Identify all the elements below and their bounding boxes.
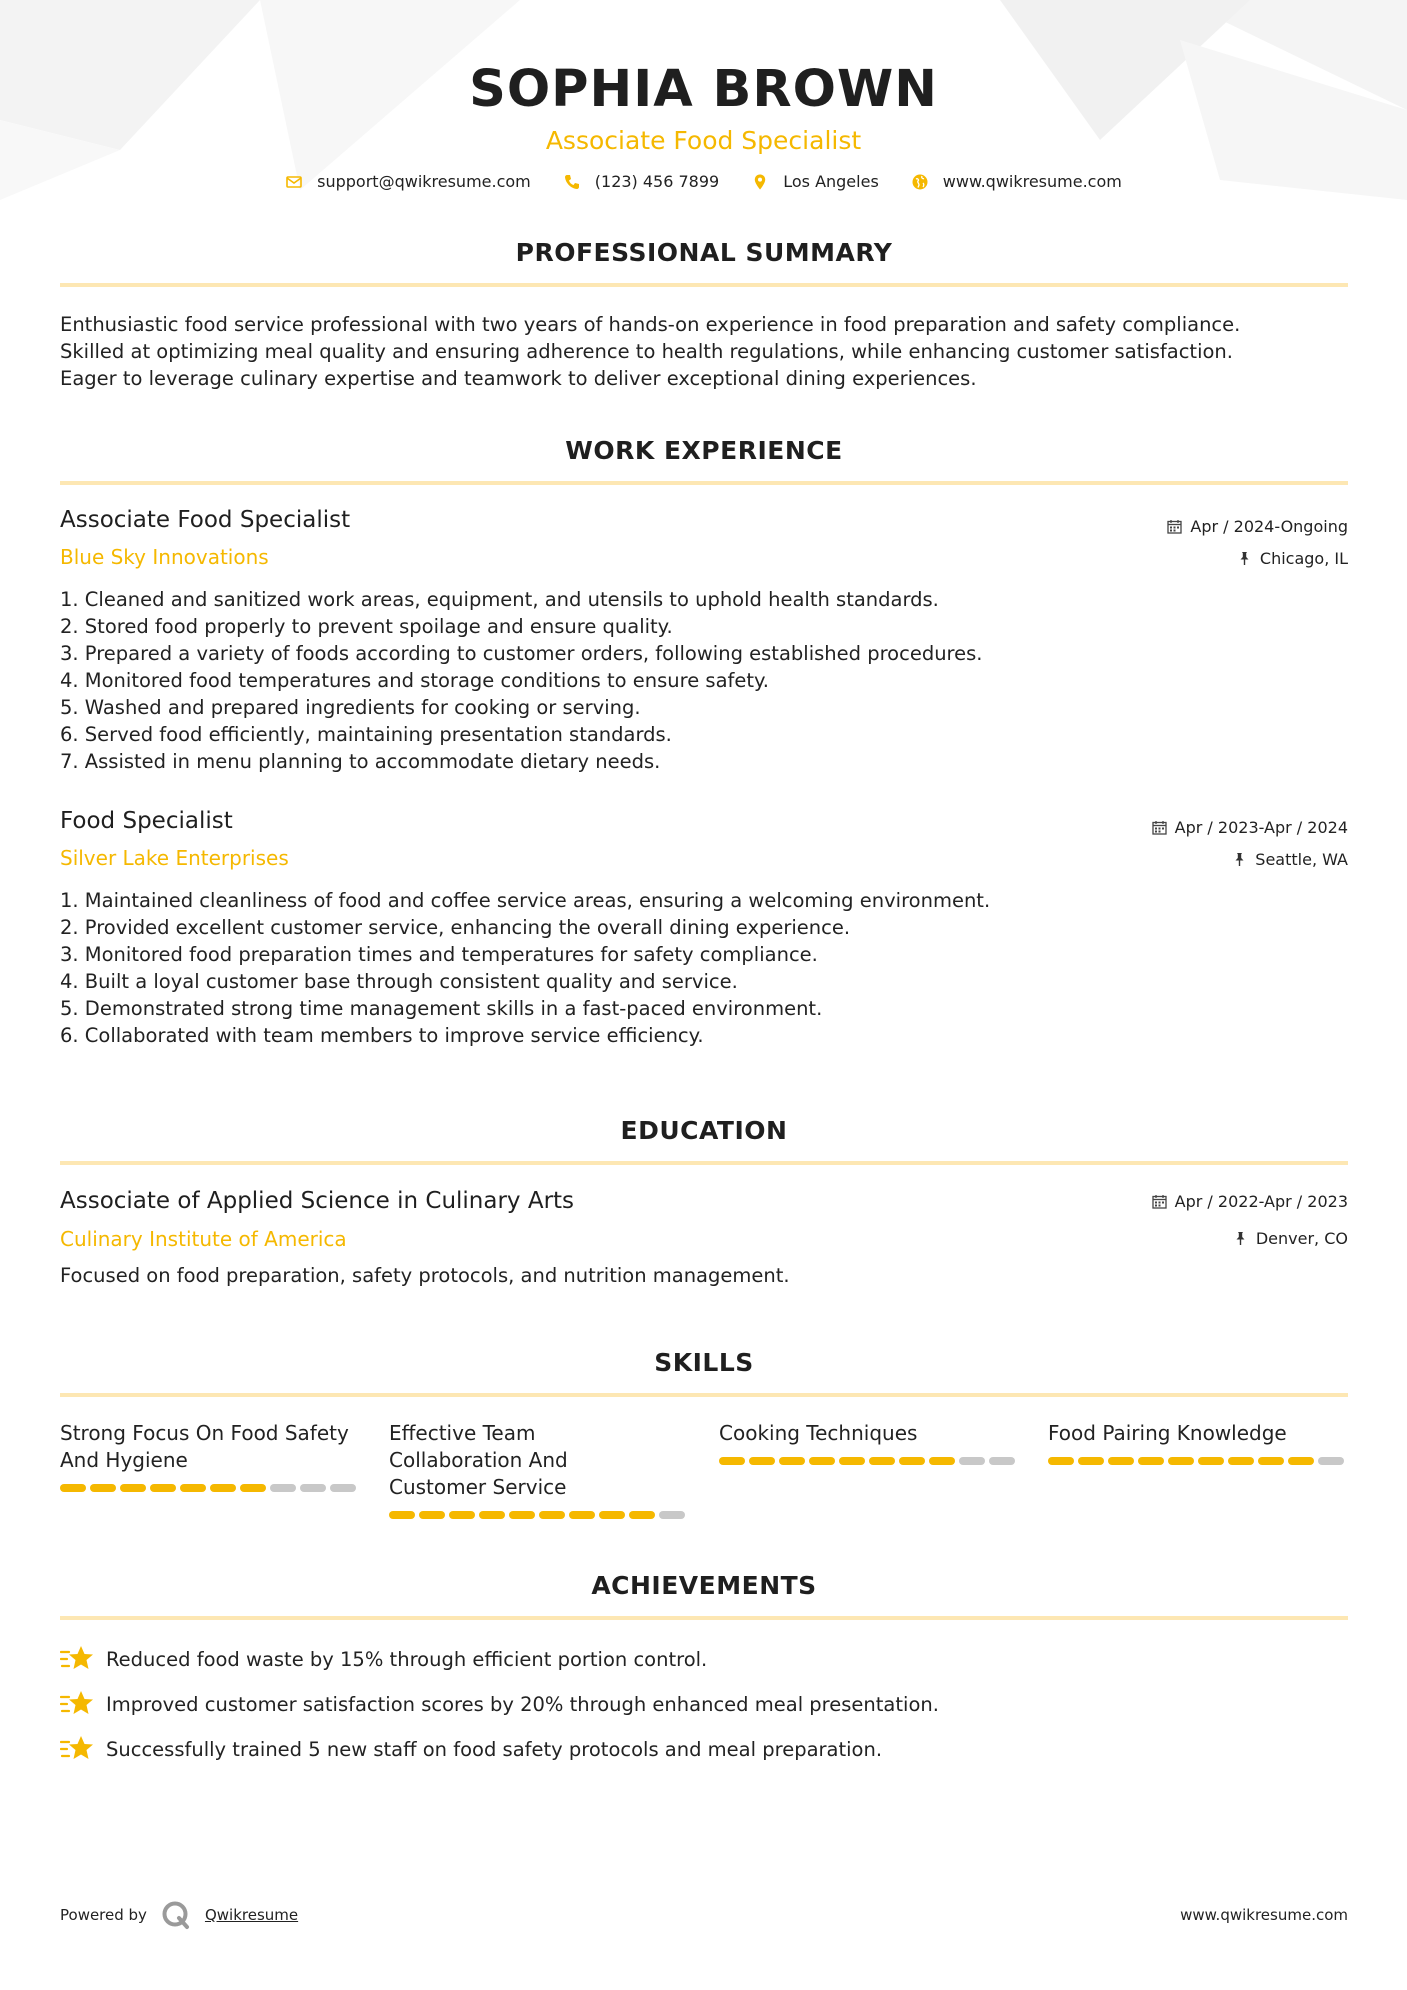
skills-heading: SKILLS [654,1348,754,1377]
pushpin-icon [1232,852,1247,867]
job-dates-text: Apr / 2024-Ongoing [1190,517,1348,536]
star-icon [60,1644,94,1674]
job-location [1232,850,1348,869]
skill-rating-segment [449,1511,475,1519]
list-item: 7. Assisted in menu planning to accommodate dietary needs. [60,750,661,773]
skill-rating-segment [1258,1457,1284,1465]
list-item: 2. Stored food properly to prevent spoilage and ensure quality. [60,615,673,638]
summary-line: Eager to leverage culinary expertise and teamwork to deliver exceptional dining experiences. [60,367,977,390]
skill-rating-segment [1228,1457,1254,1465]
achievement-item [60,1644,707,1674]
skill-rating-segment [240,1484,266,1492]
skill-rating-segment [180,1484,206,1492]
education-dates-text: Apr / 2022-Apr / 2023 [1174,1192,1348,1211]
skill-rating-segment [539,1511,565,1519]
skill-rating-segment [1048,1457,1074,1465]
job-location-text: Chicago, IL [1259,549,1348,568]
skill-label: Strong Focus On Food Safety [60,1421,349,1445]
achievement-text: Successfully trained 5 new staff on food safety protocols and meal preparation. [106,1737,883,1761]
phone-icon [563,173,581,191]
pushpin-icon [1233,1231,1248,1246]
contact-email[interactable] [285,172,531,191]
skill-rating-segment [629,1511,655,1519]
education-location-text: Denver, CO [1255,1229,1348,1248]
list-item: 5. Demonstrated strong time management skills in a fast-paced environment. [60,997,823,1020]
skill-rating-segment [959,1457,985,1465]
skill-rating-segment [120,1484,146,1492]
map-pin-icon [751,173,769,191]
skill-rating-segment [569,1511,595,1519]
education-divider [60,1161,1348,1165]
calendar-icon [1152,1194,1167,1209]
skill-rating-segment [1168,1457,1194,1465]
resume-header [0,58,1407,158]
skill-rating-segment [300,1484,326,1492]
summary-divider [60,283,1348,287]
skill-rating-bar [60,1484,360,1492]
skills-divider [60,1393,1348,1397]
skill-rating-segment [1318,1457,1344,1465]
skill-rating-segment [1078,1457,1104,1465]
contact-phone[interactable] [563,172,719,191]
skill-rating-segment [389,1511,415,1519]
calendar-icon [1152,820,1167,835]
summary-text [60,311,1348,392]
skill-label: And Hygiene [60,1448,188,1472]
powered-by-text: Powered by [60,1906,147,1924]
skill-rating-segment [749,1457,775,1465]
envelope-icon [285,173,303,191]
footer-website[interactable]: www.qwikresume.com [1180,1906,1348,1924]
contact-email-text: support@qwikresume.com [317,172,531,191]
skill-rating-segment [210,1484,236,1492]
contact-location [751,172,879,191]
achievement-item [60,1689,939,1719]
skill-rating-segment [929,1457,955,1465]
skill-item [60,1420,360,1492]
education-location [1233,1229,1348,1248]
job-location [1237,549,1348,568]
skill-rating-segment [659,1511,685,1519]
skill-rating-segment [839,1457,865,1465]
skill-rating-bar [719,1457,1019,1465]
skill-rating-segment [60,1484,86,1492]
list-item: 1. Maintained cleanliness of food and coffee service areas, ensuring a welcoming environment. [60,889,991,912]
skill-item [389,1420,689,1519]
skill-rating-segment [719,1457,745,1465]
star-icon [60,1689,94,1719]
skill-rating-segment [989,1457,1015,1465]
list-item: 4. Monitored food temperatures and storage conditions to ensure safety. [60,669,769,692]
contact-phone-text: (123) 456 7899 [594,172,720,191]
skill-label: Cooking Techniques [719,1421,918,1445]
pushpin-icon [1237,551,1252,566]
job-company: Silver Lake Enterprises [60,846,289,870]
skill-item [1048,1420,1348,1465]
candidate-name: SOPHIA BROWN [469,60,938,119]
skill-rating-segment [90,1484,116,1492]
skill-rating-segment [1288,1457,1314,1465]
contact-website[interactable] [911,172,1122,191]
skill-rating-segment [330,1484,356,1492]
summary-heading: PROFESSIONAL SUMMARY [515,238,893,267]
achievement-item [60,1734,882,1764]
skill-label: Customer Service [389,1475,567,1499]
skill-rating-segment [150,1484,176,1492]
skill-label: Effective Team [389,1421,536,1445]
footer-powered-by [60,1900,298,1930]
list-item: 3. Monitored food preparation times and temperatures for safety compliance. [60,943,818,966]
achievement-text: Reduced food waste by 15% through efficient portion control. [106,1647,708,1671]
job-company: Blue Sky Innovations [60,545,269,569]
skill-rating-segment [869,1457,895,1465]
skill-rating-segment [1198,1457,1224,1465]
skill-label: Collaboration And [389,1448,568,1472]
list-item: 4. Built a loyal customer base through consistent quality and service. [60,970,738,993]
skill-rating-segment [270,1484,296,1492]
achievements-divider [60,1616,1348,1620]
skill-item [719,1420,1019,1465]
skill-rating-segment [899,1457,925,1465]
job-title: Food Specialist [60,808,233,834]
experience-divider [60,481,1348,485]
education-school: Culinary Institute of America [60,1227,347,1251]
contact-location-text: Los Angeles [783,172,879,191]
achievements-heading: ACHIEVEMENTS [591,1571,817,1600]
skill-rating-segment [779,1457,805,1465]
star-icon [60,1734,94,1764]
list-item: 6. Served food efficiently, maintaining presentation standards. [60,723,672,746]
summary-line: Skilled at optimizing meal quality and ensuring adherence to health regulations, while enhancing customer satisfaction. [60,340,1233,363]
job-dates [1152,818,1348,837]
list-item: 1. Cleaned and sanitized work areas, equipment, and utensils to uphold health standards. [60,588,939,611]
education-degree: Associate of Applied Science in Culinary Arts [60,1188,575,1214]
list-item: 3. Prepared a variety of foods according to customer orders, following established procedures. [60,642,983,665]
calendar-icon [1167,519,1182,534]
skill-rating-segment [1108,1457,1134,1465]
job-duties-list [60,586,1260,775]
skill-rating-bar [1048,1457,1348,1465]
qwikresume-logo-icon [161,1900,191,1930]
skill-rating-segment [1138,1457,1164,1465]
globe-icon [911,173,929,191]
job-dates [1167,517,1348,536]
skill-label: Food Pairing Knowledge [1048,1421,1287,1445]
education-heading: EDUCATION [620,1116,788,1145]
skill-rating-segment [809,1457,835,1465]
skill-rating-segment [599,1511,625,1519]
list-item: 6. Collaborated with team members to improve service efficiency. [60,1024,704,1047]
qwikresume-link[interactable]: Qwikresume [204,1906,299,1924]
achievement-text: Improved customer satisfaction scores by 20% through enhanced meal presentation. [106,1692,939,1716]
experience-heading: WORK EXPERIENCE [565,436,843,465]
job-duties-list [60,887,1260,1049]
contact-bar [0,172,1407,191]
skill-rating-segment [419,1511,445,1519]
job-location-text: Seattle, WA [1255,850,1348,869]
contact-website-text: www.qwikresume.com [942,172,1122,191]
skill-rating-bar [389,1511,689,1519]
education-dates [1152,1192,1348,1211]
skill-rating-segment [509,1511,535,1519]
list-item: 5. Washed and prepared ingredients for cooking or serving. [60,696,641,719]
candidate-title: Associate Food Specialist [545,126,862,155]
list-item: 2. Provided excellent customer service, enhancing the overall dining experience. [60,916,851,939]
job-dates-text: Apr / 2023-Apr / 2024 [1174,818,1348,837]
skill-rating-segment [479,1511,505,1519]
job-title: Associate Food Specialist [60,507,351,533]
summary-line: Enthusiastic food service professional with two years of hands-on experience in food preparation and safety compliance. [60,313,1241,336]
education-description: Focused on food preparation, safety protocols, and nutrition management. [60,1264,790,1287]
